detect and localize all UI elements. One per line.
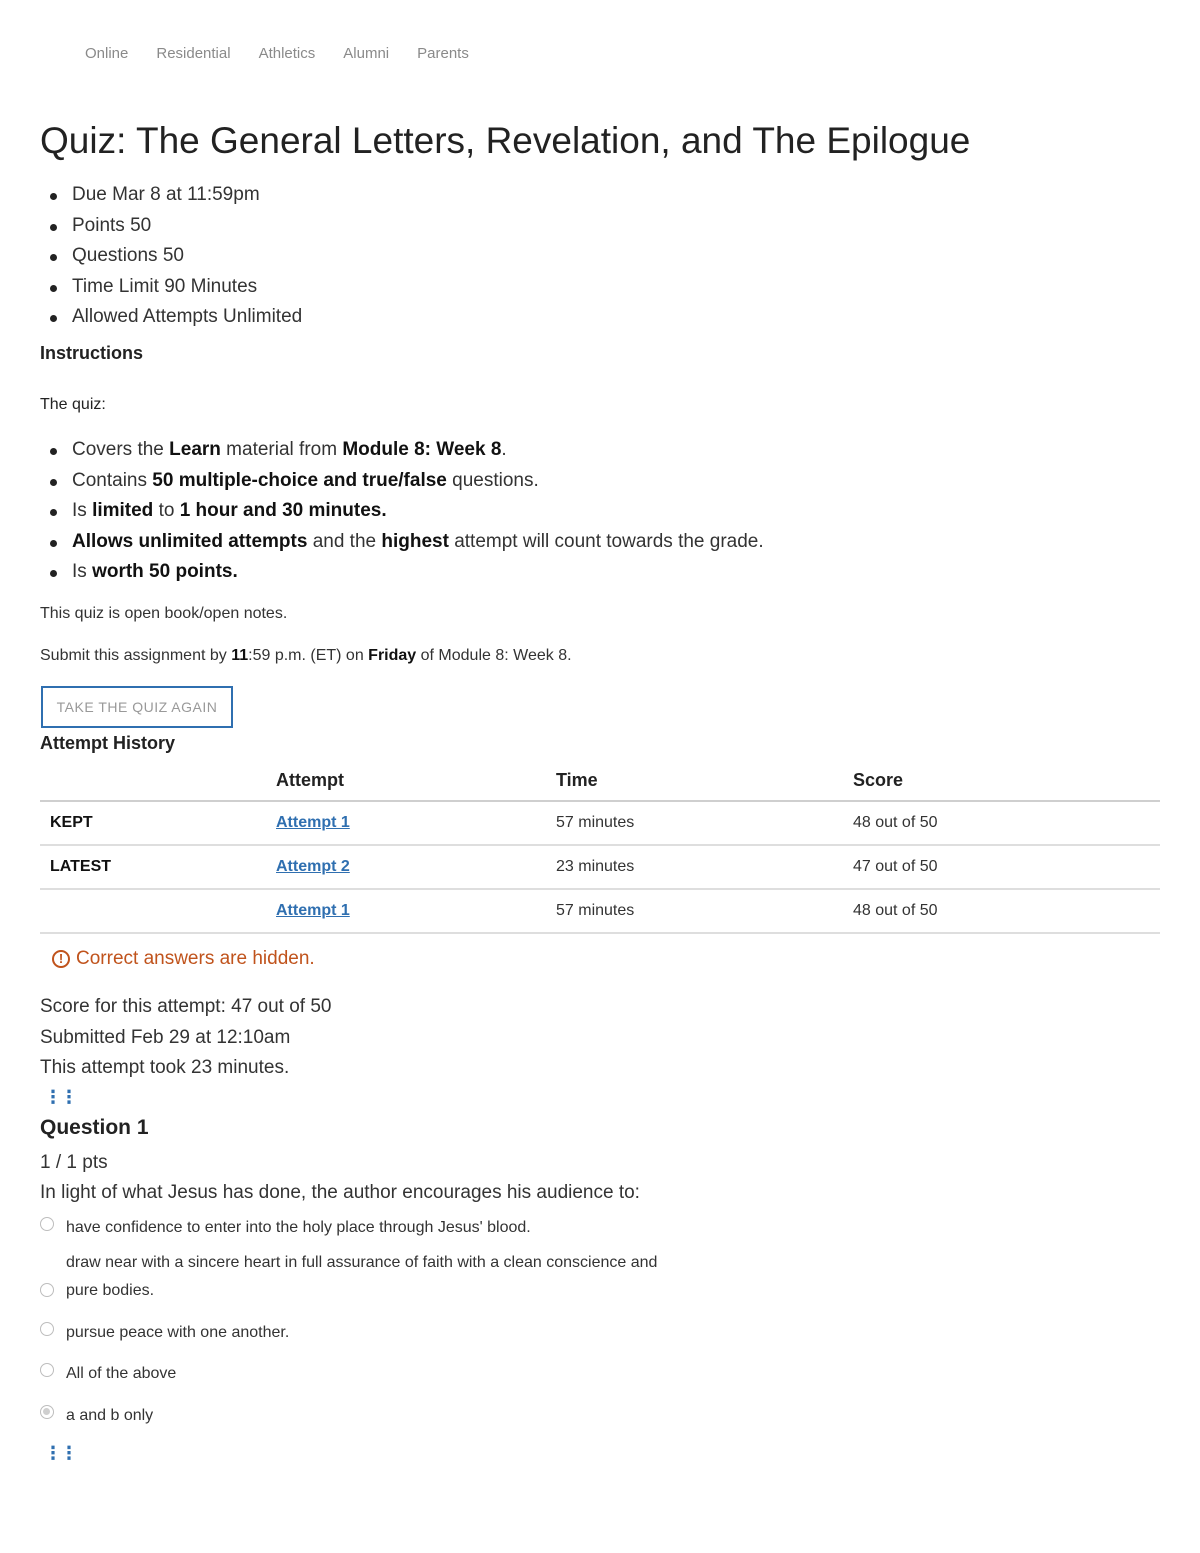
detail-value: 50 [130, 214, 152, 236]
attempt-submitted-line: Submitted Feb 29 at 12:10am [40, 1026, 291, 1048]
attempt-score: 47 out of 50 [853, 845, 1160, 889]
attempt-score: 48 out of 50 [853, 801, 1160, 845]
text: Is [72, 561, 93, 582]
text-bold: highest [381, 530, 449, 552]
attempt-link[interactable]: Attempt 2 [276, 858, 350, 875]
nav-link-online[interactable]: Online [85, 45, 129, 62]
answer-line: draw near with a sincere heart in full assurance of faith with a clean conscience and [66, 1254, 658, 1271]
text: and the [307, 530, 382, 552]
attempt-link[interactable]: Attempt 1 [276, 902, 350, 919]
detail-due [40, 180, 302, 211]
detail-value: 90 Minutes [164, 275, 258, 297]
answer-option[interactable] [40, 1360, 176, 1388]
instruction-item [40, 466, 764, 497]
text: attempt will count towards the grade. [448, 530, 764, 552]
radio-button[interactable] [40, 1283, 54, 1297]
radio-button-selected[interactable] [40, 1405, 54, 1419]
drag-handle-icon[interactable]: ⋮⋮ [44, 1443, 76, 1463]
attempt-cell [276, 845, 556, 889]
detail-questions [40, 241, 302, 272]
detail-label: Time Limit [72, 275, 159, 297]
detail-value: 50 [162, 245, 184, 266]
submit-note [40, 647, 572, 665]
nav-link-alumni[interactable]: Alumni [343, 45, 390, 62]
column-header-score: Score [853, 760, 1160, 801]
detail-label: Allowed Attempts [72, 306, 218, 327]
attempt-history-heading: Attempt History [40, 733, 176, 753]
attempt-result [40, 992, 332, 1084]
notice-text: Correct answers are hidden. [76, 948, 315, 969]
detail-label: Questions [72, 245, 158, 266]
attempt-status: KEPT [40, 801, 276, 845]
quiz-details-list [40, 180, 302, 333]
table-row [40, 889, 1160, 933]
attempt-cell [276, 801, 556, 845]
answer-text: All of the above [66, 1365, 177, 1382]
text: :59 p.m. (ET) on [248, 647, 369, 664]
text-bold: Learn [169, 439, 221, 460]
detail-allowed-attempts [40, 302, 302, 333]
answer-option[interactable] [40, 1249, 657, 1305]
text-bold: worth 50 points. [92, 561, 238, 582]
table-row [40, 801, 1160, 845]
radio-button[interactable] [40, 1217, 54, 1231]
column-header-attempt: Attempt [276, 760, 556, 801]
attempt-duration-line: This attempt took 23 minutes. [40, 1057, 290, 1078]
open-book-note: This quiz is open book/open notes. [40, 605, 288, 622]
attempt-link[interactable]: Attempt 1 [276, 814, 350, 831]
radio-button[interactable] [40, 1322, 54, 1336]
nav-link-parents[interactable]: Parents [417, 45, 469, 62]
column-header-status [40, 760, 276, 801]
text: material from [220, 439, 343, 460]
answer-line: pure bodies. [66, 1282, 155, 1299]
answer-text: a and b only [66, 1407, 154, 1424]
attempt-time: 57 minutes [556, 889, 853, 933]
detail-points [40, 211, 302, 242]
warning-icon: ! [52, 950, 70, 968]
text-bold: 11 [231, 647, 249, 664]
text: questions. [446, 469, 539, 491]
text: of Module 8: Week 8. [416, 647, 572, 664]
nav-link-residential[interactable]: Residential [156, 45, 231, 62]
page-title: Quiz: The General Letters, Revelation, and The Epilogue [40, 120, 971, 161]
detail-time-limit [40, 272, 302, 303]
the-quiz-label: The quiz: [40, 396, 106, 413]
text: Contains [72, 469, 153, 491]
text-bold: Module 8: Week 8 [342, 439, 502, 460]
text: Is [72, 500, 93, 521]
instruction-item [40, 527, 764, 558]
text: to [153, 500, 180, 521]
take-quiz-again-button[interactable]: TAKE THE QUIZ AGAIN [41, 686, 233, 728]
radio-button[interactable] [40, 1363, 54, 1377]
drag-handle-icon[interactable]: ⋮⋮ [44, 1087, 76, 1107]
detail-value: Unlimited [223, 306, 303, 327]
nav-link-athletics[interactable]: Athletics [258, 45, 316, 62]
answer-text: pursue peace with one another. [66, 1324, 290, 1341]
instructions-list [40, 435, 764, 588]
text: . [501, 439, 507, 460]
instruction-item [40, 435, 764, 466]
detail-label: Due [72, 184, 107, 205]
instruction-item [40, 557, 764, 588]
text-bold: Allows unlimited attempts [72, 530, 308, 552]
answer-option[interactable] [40, 1214, 531, 1242]
question-title: Question 1 [40, 1116, 149, 1139]
answer-option-selected[interactable] [40, 1402, 153, 1430]
attempt-score: 48 out of 50 [853, 889, 1160, 933]
text-bold: Friday [368, 647, 417, 664]
question-points: 1 / 1 pts [40, 1152, 108, 1173]
table-header-row [40, 760, 1160, 801]
question-text: In light of what Jesus has done, the author encourages his audience to: [40, 1182, 640, 1203]
table-row [40, 845, 1160, 889]
detail-value: Mar 8 at 11:59pm [112, 184, 260, 205]
column-header-time: Time [556, 760, 853, 801]
top-nav [85, 45, 469, 62]
text-bold: limited [92, 500, 154, 521]
text-bold: 50 multiple-choice and true/false [152, 469, 447, 491]
attempt-time: 23 minutes [556, 845, 853, 889]
attempt-score-line: Score for this attempt: 47 out of 50 [40, 996, 332, 1017]
detail-label: Points [72, 214, 125, 236]
attempt-cell [276, 889, 556, 933]
text: Covers the [72, 439, 170, 460]
attempt-status [40, 889, 276, 933]
text-bold: 1 hour and 30 minutes. [179, 500, 387, 521]
instructions-heading: Instructions [40, 343, 144, 363]
attempt-time: 57 minutes [556, 801, 853, 845]
text: Submit this assignment by [40, 647, 232, 664]
instruction-item [40, 496, 764, 527]
attempt-status: LATEST [40, 845, 276, 889]
correct-answers-hidden-notice [52, 948, 315, 970]
answer-option[interactable] [40, 1319, 289, 1347]
answer-text: have confidence to enter into the holy place through Jesus' blood. [66, 1219, 531, 1236]
attempt-history-table [40, 760, 1160, 934]
answer-text [66, 1249, 657, 1305]
